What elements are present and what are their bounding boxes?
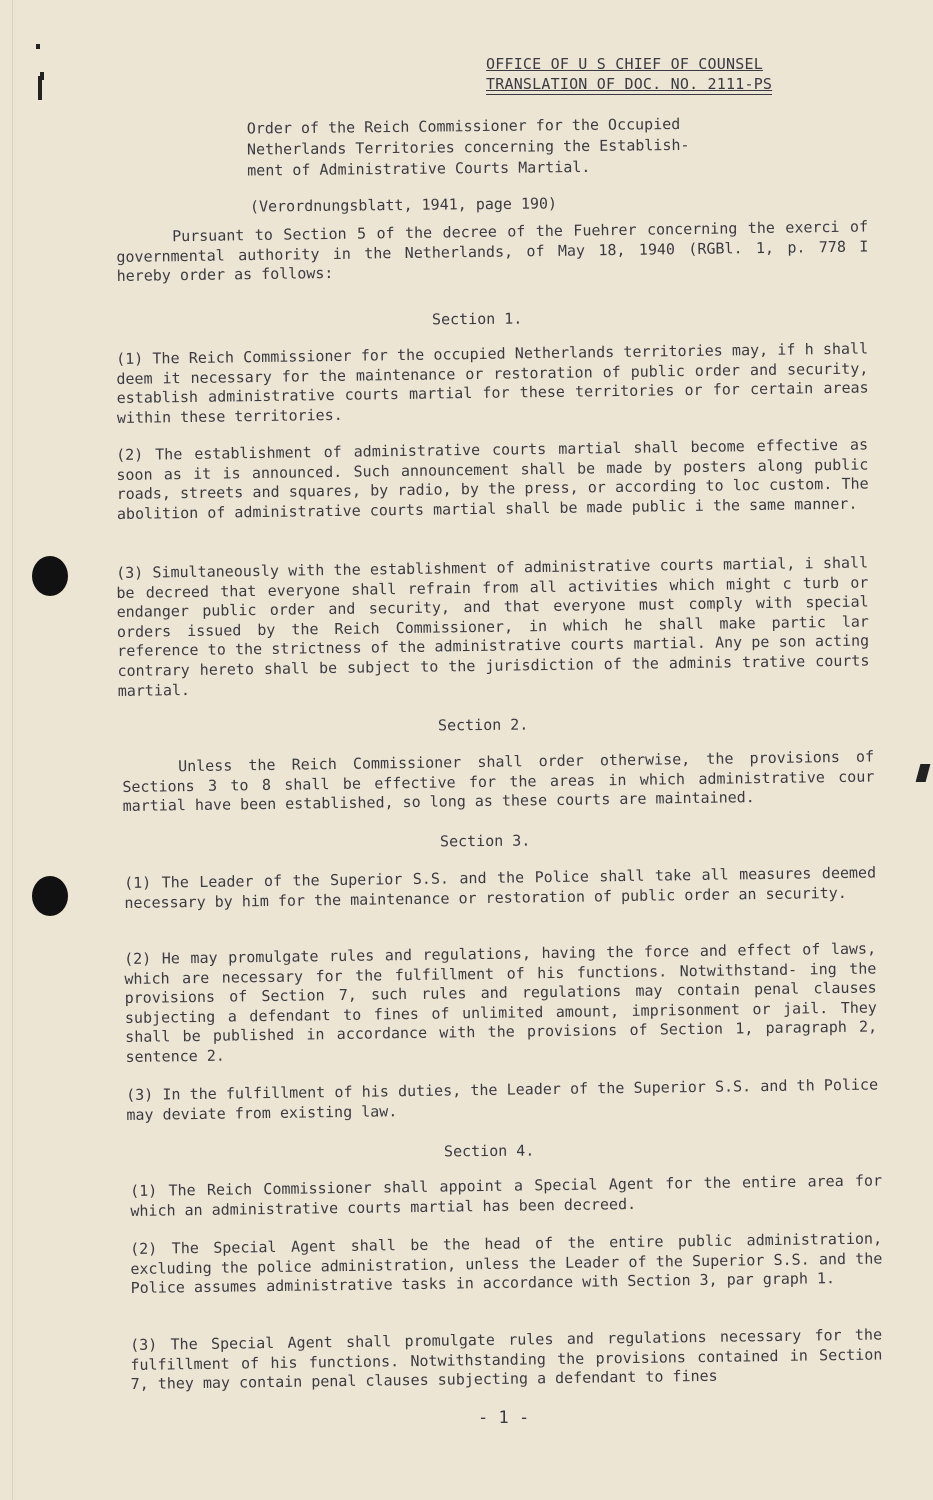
- section-1-heading: Section 1.: [431, 309, 523, 329]
- fold-line: [12, 0, 13, 1500]
- punch-hole: [32, 876, 68, 916]
- margin-mark: [40, 72, 44, 80]
- section-3-paragraph-1: (1) The Leader of the Superior S.S. and the Police shall take all measures deemed necessary by him for the maintenance or restoration of public order an security.: [124, 863, 877, 912]
- section-4-paragraph-1: (1) The Reich Commissioner shall appoint a Special Agent for the entire area for which an administrative courts martial has been decreed.: [130, 1171, 883, 1220]
- section-4-paragraph-3: (3) The Special Agent shall promulgate rules and regulations necessary for the fulfillment of his functions. Notwithstanding the provisions contained in Section 7, they may contain penal clauses subjecting a defendant to fines: [130, 1325, 883, 1394]
- section-1-paragraph-3: (3) Simultaneously with the establishment of administrative courts martial, i shall be decreed that everyone shall refrain from all activities which might c turb or endanger public order and security, and that everyone must comply with special orders issued by the Reich Commissioner, in which he shall make partic lar reference to the strictness of the administrative courts martial. Any pe son acting contrary hereto shall be subject to the jurisdiction of the adminis trative courts martial.: [116, 553, 870, 700]
- preamble: Pursuant to Section 5 of the decree of the Fuehrer concerning the exerci of governmental authority in the Netherlands, of May 18, 1940 (RGBl. 1, p. 778 I hereby order as follows:: [116, 217, 869, 286]
- section-3-paragraph-2: (2) He may promulgate rules and regulations, having the force and effect of laws, which are necessary for the fulfillment of his functions. Notwithstand- ing the provisions of Section 7, such rules and regulations may contain penal clauses subjecting a defendant to fines of unlimited amount, imprisonment or jail. They shall be published in accordance with the provisions of Section 1, paragraph 2, sentence 2.: [124, 939, 878, 1066]
- edge-mark: [916, 764, 931, 782]
- section-4-heading: Section 4.: [443, 1141, 535, 1161]
- document-title: Order of the Reich Commissioner for the Occupied Netherlands Territories concerning the Establish- ment of Administrative Courts Martial.: [246, 114, 690, 180]
- section-2-paragraph-1: Unless the Reich Commissioner shall order otherwise, the provisions of Sections 3 to 8 shall be effective for the areas in which administrative cour martial have been established, so long as these courts are maintained.: [122, 747, 875, 816]
- margin-mark: [36, 44, 40, 49]
- office-header: [486, 54, 786, 95]
- header-line-2: TRANSLATION OF DOC. NO. 2111-PS: [486, 75, 773, 93]
- punch-hole: [32, 556, 68, 596]
- section-3-paragraph-3: (3) In the fulfillment of his duties, the Leader of the Superior S.S. and th Police may deviate from existing law.: [126, 1075, 879, 1124]
- section-1-paragraph-2: (2) The establishment of administrative courts martial shall become effective as soon as it is announced. Such announcement shall be made by posters along public roads, streets and squares, by radio, by the press, or according to loc custom. The abolition of administrative courts martial shall be made public i the same manner.: [116, 435, 869, 523]
- section-3-heading: Section 3.: [439, 831, 531, 851]
- citation: (Verordnungsblatt, 1941, page 190): [249, 194, 558, 216]
- page-number: - 1 -: [478, 1408, 530, 1428]
- section-1-paragraph-1: (1) The Reich Commissioner for the occupied Netherlands territories may, if h shall deem it necessary for the maintenance or restoration of public order and security, establish administrative courts martial for these territories or for certain areas within these territories.: [116, 339, 869, 427]
- section-4-paragraph-2: (2) The Special Agent shall be the head of the entire public administration, excluding the police administration, unless the Leader of the Superior S.S. and the Police assumes administrative tasks in accordance with Section 3, par graph 1.: [130, 1229, 883, 1298]
- header-line-1: OFFICE OF U S CHIEF OF COUNSEL: [486, 55, 763, 73]
- section-2-heading: Section 2.: [437, 715, 529, 735]
